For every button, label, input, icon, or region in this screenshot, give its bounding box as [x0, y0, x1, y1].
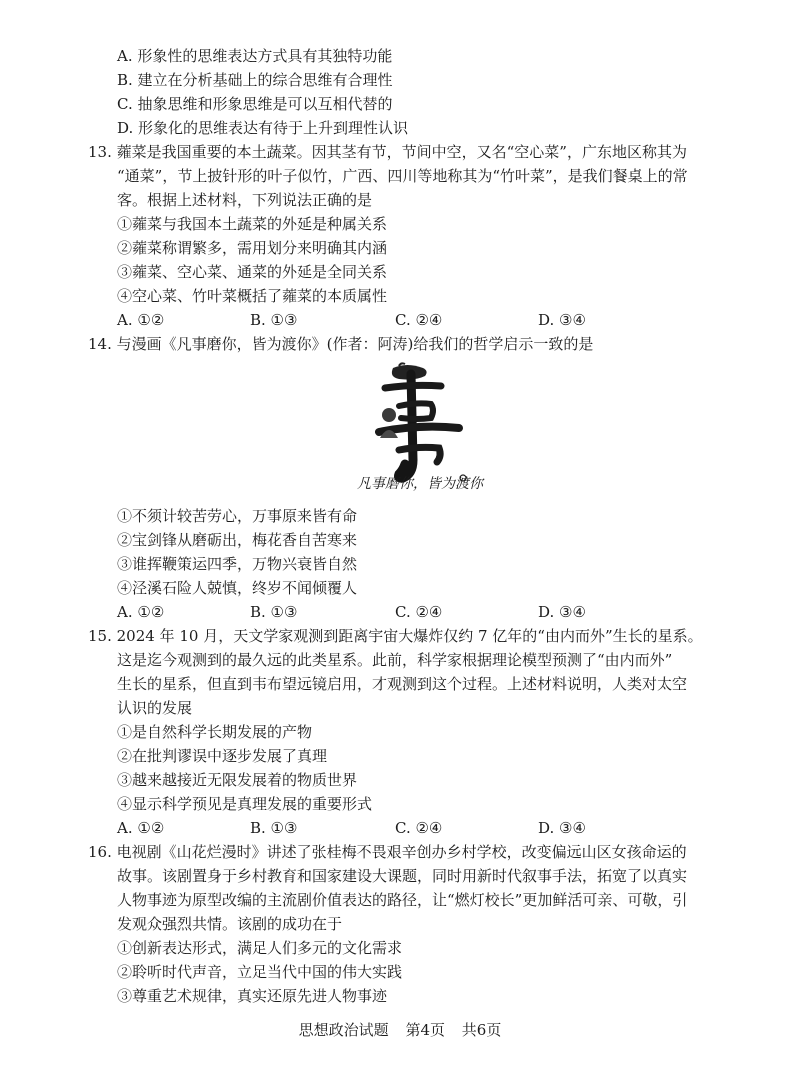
- q15-statement-4: ④显示科学预见是真理发展的重要形式: [117, 795, 373, 813]
- q14-statement-1: ①不须计较苦劳心，万事原来皆有命: [117, 507, 358, 525]
- q12-option-b: B. 建立在分析基础上的综合思维有合理性: [117, 71, 393, 89]
- comic-caption: 凡事磨你，皆为渡你: [357, 476, 483, 492]
- q13-choice-c: C. ②④: [395, 311, 443, 329]
- q12-option-d: D. 形象化的思维表达有待于上升到理性认识: [117, 119, 409, 137]
- q14-choice-b: B. ①③: [250, 603, 298, 621]
- q13-choice-a: A. ①②: [117, 311, 165, 329]
- q13-statement-4: ④空心菜、竹叶菜概括了蕹菜的本质属性: [117, 287, 388, 305]
- q16-statement-1: ①创新表达形式，满足人们多元的文化需求: [117, 939, 403, 957]
- q14-statement-2: ②宝剑锋从磨砺出，梅花香自苦寒来: [117, 531, 358, 549]
- q13-statement-2: ②蕹菜称谓繁多，需用划分来明确其内涵: [117, 239, 388, 257]
- q16-stem-line-3: 人物事迹为原型改编的主流剧价值表达的路径，让“燃灯校长”更加鲜活可亲、可敬，引: [117, 891, 688, 909]
- footer-page-number: 第4页: [405, 1021, 445, 1039]
- q14-statement-3: ③谁挥鞭策运四季，万物兴衰皆自然: [117, 555, 358, 573]
- q15-choice-a: A. ①②: [117, 819, 165, 837]
- q15-statement-2: ②在批判谬误中逐步发展了真理: [117, 747, 328, 765]
- q15-statement-3: ③越来越接近无限发展着的物质世界: [117, 771, 358, 789]
- q15-choice-d: D. ③④: [538, 819, 586, 837]
- q15-stem-line-2: 这是迄今观测到的最久远的此类星系。此前，科学家根据理论模型预测了“由内而外”: [117, 651, 673, 669]
- q16-stem-line-1: 16. 电视剧《山花烂漫时》讲述了张桂梅不畏艰辛创办乡村学校，改变偏远山区女孩命运的: [88, 843, 687, 861]
- q13-stem-line-1: 13. 蕹菜是我国重要的本土蔬菜。因其茎有节，节间中空，又名“空心菜”，广东地区称其为: [88, 143, 687, 161]
- q13-statement-1: ①蕹菜与我国本土蔬菜的外延是种属关系: [117, 215, 388, 233]
- q13-stem-line-2: “通菜”，节上披针形的叶子似竹，广西、四川等地称其为“竹叶菜”，是我们餐桌上的常: [117, 167, 688, 185]
- q15-statement-1: ①是自然科学长期发展的产物: [117, 723, 313, 741]
- q14-choice-d: D. ③④: [538, 603, 586, 621]
- q14-stem: 14. 与漫画《凡事磨你，皆为渡你》(作者：阿涛)给我们的哲学启示一致的是: [88, 335, 594, 353]
- page-footer: [0, 1020, 800, 1040]
- q12-option-c: C. 抽象思维和形象思维是可以互相代替的: [117, 95, 393, 113]
- q13-stem-line-3: 客。根据上述材料，下列说法正确的是: [117, 191, 373, 209]
- q15-stem-line-4: 认识的发展: [117, 699, 193, 717]
- q15-stem-line-3: 生长的星系，但直到韦布望远镜启用，才观测到这个过程。上述材料说明，人类对太空: [117, 675, 688, 693]
- q14-choice-a: A. ①②: [117, 603, 165, 621]
- q15-stem-line-1: 15. 2024 年 10 月，天文学家观测到距离宇宙大爆炸仅约 7 亿年的“由内而外”生长的星系。: [88, 627, 703, 645]
- q14-statement-4: ④泾溪石险人兢慎，终岁不闻倾覆人: [117, 579, 358, 597]
- footer-subject: 思想政治试题: [298, 1021, 389, 1039]
- q13-statement-3: ③蕹菜、空心菜、通菜的外延是全同关系: [117, 263, 388, 281]
- q16-stem-line-4: 发观众强烈共情。该剧的成功在于: [117, 915, 343, 933]
- q15-choice-c: C. ②④: [395, 819, 443, 837]
- footer-total-pages: 共6页: [461, 1021, 502, 1039]
- q14-choice-c: C. ②④: [395, 603, 443, 621]
- q16-statement-2: ②聆听时代声音，立足当代中国的伟大实践: [117, 963, 403, 981]
- q12-option-a: A. 形象性的思维表达方式具有其独特功能: [117, 47, 393, 65]
- q16-stem-line-2: 故事。该剧置身于乡村教育和国家建设大课题，同时用新时代叙事手法，拓宽了以真实: [117, 867, 688, 885]
- q16-statement-3: ③尊重艺术规律，真实还原先进人物事迹: [117, 987, 388, 1005]
- q15-choice-b: B. ①③: [250, 819, 298, 837]
- q13-choice-b: B. ①③: [250, 311, 298, 329]
- q13-choice-d: D. ③④: [538, 311, 586, 329]
